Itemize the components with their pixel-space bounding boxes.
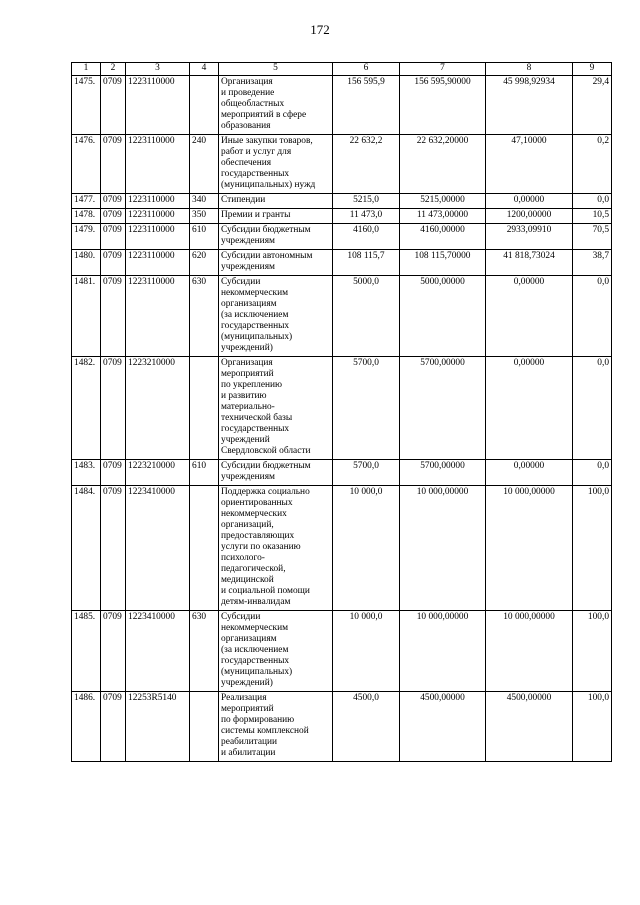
target-article-code: 1223110000 — [126, 135, 190, 194]
section-code: 0709 — [101, 194, 126, 209]
header-cell: 5 — [219, 63, 333, 76]
expense-name-line: (за исключением — [221, 645, 289, 655]
expense-name-line: общеобластных — [221, 99, 285, 109]
expense-name — [219, 209, 333, 224]
header-cell: 7 — [400, 63, 486, 76]
target-article-code: 1223110000 — [126, 209, 190, 224]
row-number: 1476. — [72, 135, 101, 194]
approved-amount: 10 000,00000 — [400, 486, 486, 611]
expense-name-line: психолого- — [221, 553, 265, 563]
execution-percent: 100,0 — [573, 486, 612, 611]
execution-percent: 0,0 — [573, 460, 612, 486]
row-number: 1484. — [72, 486, 101, 611]
execution-percent: 10,5 — [573, 209, 612, 224]
row-number: 1485. — [72, 611, 101, 692]
expense-name-line: мероприятий — [221, 704, 274, 714]
approved-amount: 5215,00000 — [400, 194, 486, 209]
expense-name-line: учреждений) — [221, 343, 273, 353]
expense-name-line: системы комплексной — [221, 726, 309, 736]
execution-percent: 38,7 — [573, 250, 612, 276]
header-cell: 4 — [190, 63, 219, 76]
header-cell: 8 — [486, 63, 573, 76]
row-number: 1479. — [72, 224, 101, 250]
expense-type-code: 630 — [190, 276, 219, 357]
execution-percent: 0,0 — [573, 357, 612, 460]
expense-name-line: (муниципальных) нужд — [221, 180, 316, 190]
approved-amount: 5700,00000 — [400, 357, 486, 460]
planned-amount: 4160,0 — [333, 224, 400, 250]
expense-name-line: мероприятий в сфере — [221, 110, 307, 120]
executed-amount: 41 818,73024 — [486, 250, 573, 276]
table-row — [72, 357, 612, 460]
expense-name-line: Поддержка социально — [221, 487, 310, 497]
expense-name-line: медицинской — [221, 575, 274, 585]
expense-name-line: организациям — [221, 299, 277, 309]
section-code: 0709 — [101, 209, 126, 224]
planned-amount: 22 632,2 — [333, 135, 400, 194]
execution-percent: 100,0 — [573, 692, 612, 762]
expense-type-code: 240 — [190, 135, 219, 194]
table-header-row — [72, 63, 612, 76]
expense-type-code: 610 — [190, 460, 219, 486]
planned-amount: 4500,0 — [333, 692, 400, 762]
row-number: 1482. — [72, 357, 101, 460]
expense-name-line: работ и услуг для — [221, 147, 292, 157]
expense-name-line: учреждениям — [221, 236, 275, 246]
table-row — [72, 486, 612, 611]
expense-name-line: (муниципальных) — [221, 332, 293, 342]
planned-amount: 10 000,0 — [333, 486, 400, 611]
expense-name-line: учреждений) — [221, 678, 273, 688]
expense-name-line: Иные закупки товаров, — [221, 136, 313, 146]
executed-amount: 0,00000 — [486, 357, 573, 460]
expense-name-line: образования — [221, 121, 271, 131]
expense-name-line: учреждений — [221, 435, 270, 445]
table-row — [72, 611, 612, 692]
budget-table — [71, 62, 612, 762]
section-code: 0709 — [101, 357, 126, 460]
expense-name-line: учреждениям — [221, 262, 275, 272]
table-body — [72, 76, 612, 762]
planned-amount: 5000,0 — [333, 276, 400, 357]
planned-amount: 5700,0 — [333, 357, 400, 460]
expense-name-line: некоммерческих — [221, 509, 287, 519]
expense-name-line: Организация — [221, 358, 273, 368]
table-row — [72, 76, 612, 135]
expense-name-line: государственных — [221, 424, 290, 434]
execution-percent: 0,0 — [573, 194, 612, 209]
executed-amount: 0,00000 — [486, 276, 573, 357]
section-code: 0709 — [101, 692, 126, 762]
expense-name — [219, 224, 333, 250]
section-code: 0709 — [101, 76, 126, 135]
row-number: 1483. — [72, 460, 101, 486]
expense-name-line: детям-инвалидам — [221, 597, 291, 607]
header-cell: 1 — [72, 63, 101, 76]
table-row — [72, 209, 612, 224]
expense-name-line: Субсидии автономным — [221, 251, 313, 261]
row-number: 1480. — [72, 250, 101, 276]
expense-type-code — [190, 357, 219, 460]
expense-name-line: Реализация — [221, 693, 267, 703]
approved-amount: 108 115,70000 — [400, 250, 486, 276]
target-article-code: 1223210000 — [126, 357, 190, 460]
expense-name-line: некоммерческим — [221, 288, 289, 298]
table-row — [72, 692, 612, 762]
expense-type-code: 350 — [190, 209, 219, 224]
expense-name-line: ориентированных — [221, 498, 293, 508]
target-article-code: 1223110000 — [126, 194, 190, 209]
expense-name-line: педагогической, — [221, 564, 286, 574]
section-code: 0709 — [101, 486, 126, 611]
section-code: 0709 — [101, 611, 126, 692]
planned-amount: 5215,0 — [333, 194, 400, 209]
execution-percent: 100,0 — [573, 611, 612, 692]
executed-amount: 1200,00000 — [486, 209, 573, 224]
expense-name-line: некоммерческим — [221, 623, 289, 633]
expense-name-line: мероприятий — [221, 369, 274, 379]
expense-name-line: обеспечения — [221, 158, 272, 168]
target-article-code: 1223110000 — [126, 250, 190, 276]
target-article-code: 1223210000 — [126, 460, 190, 486]
expense-name-line: (муниципальных) — [221, 667, 293, 677]
expense-name-line: технической базы — [221, 413, 293, 423]
planned-amount: 5700,0 — [333, 460, 400, 486]
expense-name — [219, 460, 333, 486]
executed-amount: 2933,09910 — [486, 224, 573, 250]
expense-name-line: и абилитации — [221, 748, 276, 758]
approved-amount: 156 595,90000 — [400, 76, 486, 135]
planned-amount: 156 595,9 — [333, 76, 400, 135]
row-number: 1475. — [72, 76, 101, 135]
expense-name — [219, 135, 333, 194]
expense-name — [219, 692, 333, 762]
target-article-code: 1223410000 — [126, 611, 190, 692]
execution-percent: 29,4 — [573, 76, 612, 135]
row-number: 1481. — [72, 276, 101, 357]
expense-type-code: 610 — [190, 224, 219, 250]
executed-amount: 10 000,00000 — [486, 486, 573, 611]
expense-name — [219, 486, 333, 611]
expense-name-line: по формированию — [221, 715, 295, 725]
expense-name-line: услуги по оказанию — [221, 542, 301, 552]
planned-amount: 108 115,7 — [333, 250, 400, 276]
header-cell: 2 — [101, 63, 126, 76]
approved-amount: 22 632,20000 — [400, 135, 486, 194]
expense-name-line: Субсидии — [221, 612, 261, 622]
section-code: 0709 — [101, 224, 126, 250]
expense-name-line: Субсидии — [221, 277, 261, 287]
row-number: 1486. — [72, 692, 101, 762]
expense-name-line: организаций, — [221, 520, 274, 530]
expense-name-line: Субсидии бюджетным — [221, 461, 311, 471]
expense-name-line: предоставляющих — [221, 531, 295, 541]
expense-name-line: учреждениям — [221, 472, 275, 482]
row-number: 1478. — [72, 209, 101, 224]
executed-amount: 0,00000 — [486, 460, 573, 486]
header-cell: 6 — [333, 63, 400, 76]
expense-name — [219, 276, 333, 357]
executed-amount: 47,10000 — [486, 135, 573, 194]
table-row — [72, 224, 612, 250]
approved-amount: 11 473,00000 — [400, 209, 486, 224]
planned-amount: 11 473,0 — [333, 209, 400, 224]
expense-name-line: материально- — [221, 402, 275, 412]
approved-amount: 5700,00000 — [400, 460, 486, 486]
target-article-code: 12253R5140 — [126, 692, 190, 762]
expense-name-line: и развитию — [221, 391, 267, 401]
target-article-code: 1223110000 — [126, 276, 190, 357]
expense-type-code — [190, 692, 219, 762]
executed-amount: 4500,00000 — [486, 692, 573, 762]
approved-amount: 4500,00000 — [400, 692, 486, 762]
executed-amount: 0,00000 — [486, 194, 573, 209]
expense-name-line: и социальной помощи — [221, 586, 310, 596]
table-row — [72, 276, 612, 357]
target-article-code: 1223410000 — [126, 486, 190, 611]
section-code: 0709 — [101, 250, 126, 276]
table-row — [72, 135, 612, 194]
execution-percent: 0,2 — [573, 135, 612, 194]
table-row — [72, 250, 612, 276]
expense-type-code: 620 — [190, 250, 219, 276]
header-cell: 3 — [126, 63, 190, 76]
expense-type-code: 340 — [190, 194, 219, 209]
expense-name-line: Свердловской области — [221, 446, 311, 456]
expense-name-line: государственных — [221, 656, 290, 666]
execution-percent: 0,0 — [573, 276, 612, 357]
section-code: 0709 — [101, 460, 126, 486]
target-article-code: 1223110000 — [126, 224, 190, 250]
execution-percent: 70,5 — [573, 224, 612, 250]
expense-name-line: организациям — [221, 634, 277, 644]
page-number: 172 — [310, 22, 330, 37]
expense-name — [219, 611, 333, 692]
expense-name-line: Премии и гранты — [221, 210, 291, 220]
planned-amount: 10 000,0 — [333, 611, 400, 692]
expense-name-line: Стипендии — [221, 195, 266, 205]
expense-name-line: реабилитации — [221, 737, 278, 747]
expense-name-line: и проведение — [221, 88, 275, 98]
expense-type-code — [190, 486, 219, 611]
section-code: 0709 — [101, 276, 126, 357]
expense-name-line: государственных — [221, 321, 290, 331]
expense-name-line: по укреплению — [221, 380, 283, 390]
executed-amount: 10 000,00000 — [486, 611, 573, 692]
expense-name — [219, 76, 333, 135]
table-row — [72, 460, 612, 486]
header-cell: 9 — [573, 63, 612, 76]
expense-name-line: государственных — [221, 169, 290, 179]
expense-name-line: (за исключением — [221, 310, 289, 320]
approved-amount: 10 000,00000 — [400, 611, 486, 692]
expense-name — [219, 194, 333, 209]
executed-amount: 45 998,92934 — [486, 76, 573, 135]
expense-name — [219, 250, 333, 276]
section-code: 0709 — [101, 135, 126, 194]
expense-type-code: 630 — [190, 611, 219, 692]
expense-name — [219, 357, 333, 460]
target-article-code: 1223110000 — [126, 76, 190, 135]
row-number: 1477. — [72, 194, 101, 209]
table-row — [72, 194, 612, 209]
expense-type-code — [190, 76, 219, 135]
expense-name-line: Организация — [221, 77, 273, 87]
expense-name-line: Субсидии бюджетным — [221, 225, 311, 235]
approved-amount: 4160,00000 — [400, 224, 486, 250]
approved-amount: 5000,00000 — [400, 276, 486, 357]
